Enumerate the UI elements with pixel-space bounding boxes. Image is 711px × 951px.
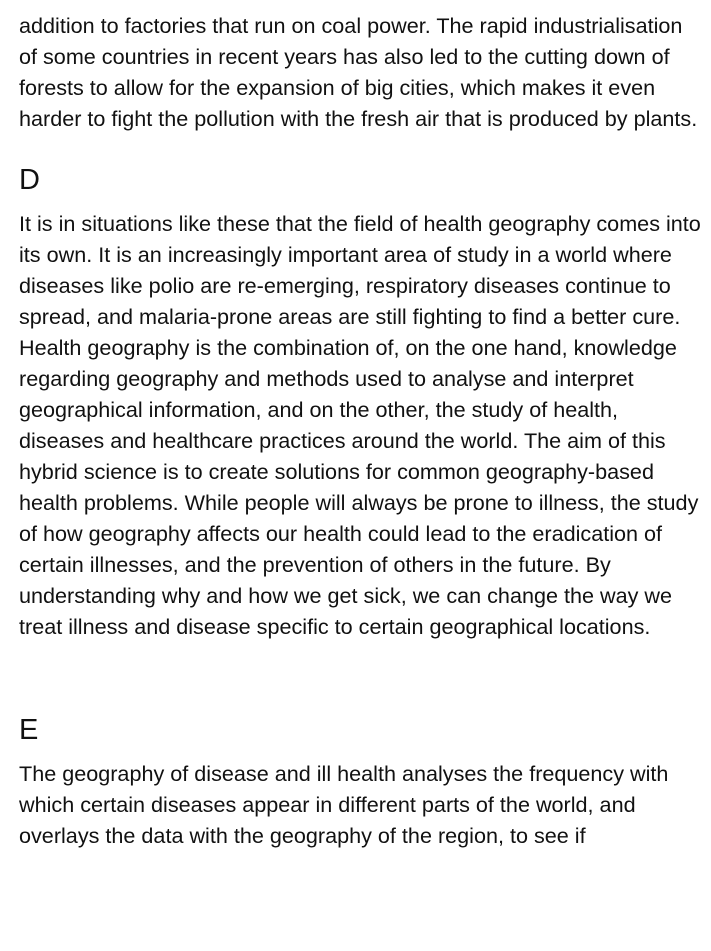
paragraph-e: The geography of disease and ill health analyses the frequency with which certain diseases appear in different parts of the world, and overlays the data with the geography of the region, to see if [19,761,669,848]
spacer [19,642,705,712]
paragraph-d: It is in situations like these that the field of health geography comes into its own. It is an increasingly important area of study in a world where diseases like polio are re-emerging, respiratory diseases continue to spread, and malaria-prone areas are still fighting to find a better cure. Health geography is the combination of, on the one hand, knowledge regarding geography and methods used to analyse and interpret geographical information, and on the other, the study of health, diseases and healthcare practices around the world. The aim of this hybrid science is to create solutions for common geography-based health problems. While people will always be prone to illness, the study of how geography affects our health could lead to the eradication of certain illnesses, and the prevention of others in the future. By understanding why and how we get sick, we can change the way we treat illness and disease specific to certain geographical locations. [19,211,701,639]
section-heading-e: E [19,714,39,746]
spacer [19,198,705,208]
section-heading-d: D [19,164,40,196]
spacer [19,748,705,758]
spacer [19,134,705,162]
paragraph-c-continuation: addition to factories that run on coal power. The rapid industrialisation of some countries in recent years has also led to the cutting down of forests to allow for the expansion of big cities, which makes it even harder to fight the pollution with the fresh air that is produced by plants. [19,13,698,131]
document-page [19,10,705,851]
